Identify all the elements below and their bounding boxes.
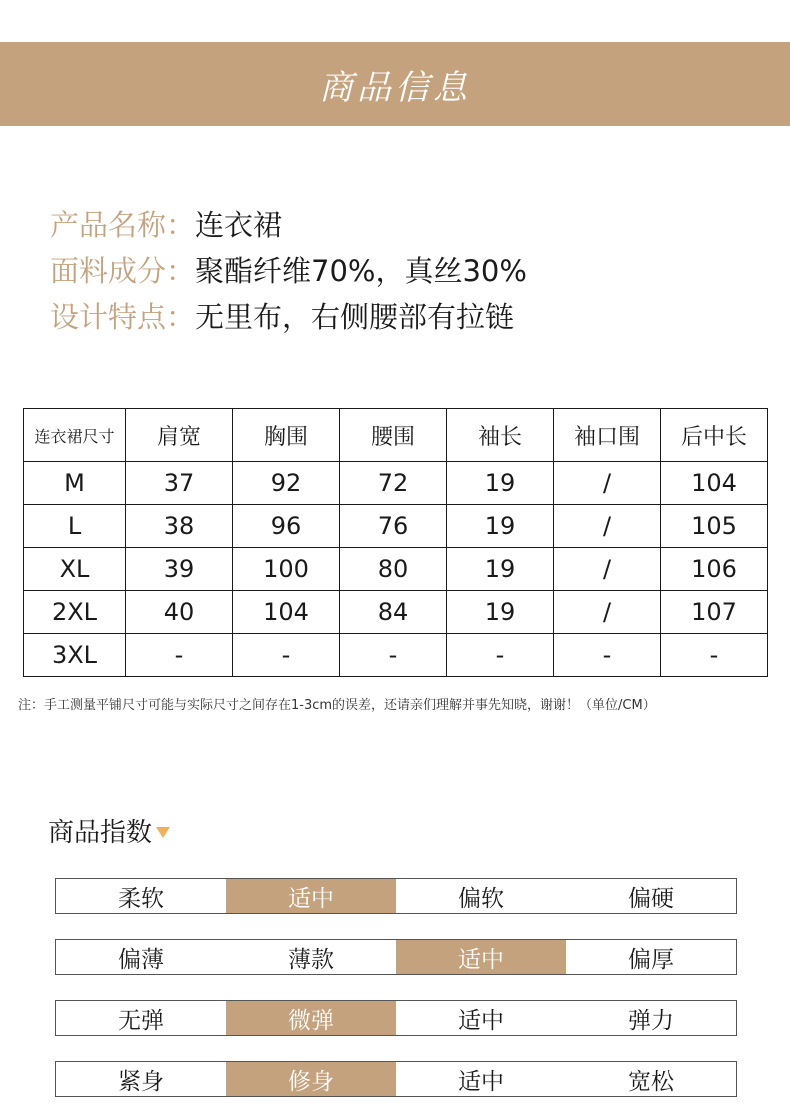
table-cell: L [24, 505, 126, 548]
table-cell: 39 [126, 548, 233, 591]
table-cell: 19 [447, 462, 554, 505]
product-info [50, 200, 527, 338]
table-cell: 105 [661, 505, 768, 548]
table-cell: 76 [340, 505, 447, 548]
table-cell: 38 [126, 505, 233, 548]
index-row-elasticity [55, 1000, 737, 1036]
index-option: 偏厚 [628, 946, 674, 973]
table-row [24, 462, 768, 505]
table-cell: 37 [126, 462, 233, 505]
info-label: 面料成分： [50, 253, 196, 288]
table-cell: / [554, 591, 661, 634]
table-cell: - [554, 634, 661, 677]
index-option: 柔软 [118, 885, 164, 912]
table-header-cell: 袖口围 [554, 409, 661, 462]
table-cell: M [24, 462, 126, 505]
table-header-row [24, 409, 768, 462]
triangle-down-icon [156, 827, 170, 838]
info-row-name [50, 200, 527, 246]
table-cell: 40 [126, 591, 233, 634]
table-cell: 96 [233, 505, 340, 548]
table-cell: 106 [661, 548, 768, 591]
index-option: 薄款 [288, 946, 334, 973]
table-cell: / [554, 548, 661, 591]
table-cell: 2XL [24, 591, 126, 634]
table-row [24, 548, 768, 591]
table-header-cell: 胸围 [233, 409, 340, 462]
table-row [24, 591, 768, 634]
table-header-cell: 肩宽 [126, 409, 233, 462]
table-cell: - [340, 634, 447, 677]
index-row-thickness [55, 939, 737, 975]
page-title: 商品信息 [319, 67, 471, 108]
table-cell: 100 [233, 548, 340, 591]
table-cell: 80 [340, 548, 447, 591]
table-header-cell: 后中长 [661, 409, 768, 462]
index-option: 无弹 [118, 1007, 164, 1034]
size-table [23, 408, 768, 677]
index-title-text: 商品指数 [48, 818, 153, 848]
info-label: 产品名称： [50, 207, 196, 242]
info-value: 连衣裙 [195, 207, 283, 242]
info-value: 聚酯纤维70%，真丝30% [195, 253, 527, 288]
index-option: 偏硬 [628, 885, 674, 912]
index-option: 弹力 [628, 1007, 674, 1034]
index-section-title [48, 812, 170, 849]
table-cell: 19 [447, 505, 554, 548]
table-cell: 3XL [24, 634, 126, 677]
table-cell: / [554, 462, 661, 505]
table-row [24, 505, 768, 548]
index-row-softness [55, 878, 737, 914]
table-cell: - [661, 634, 768, 677]
info-row-fabric [50, 246, 527, 292]
table-cell: 84 [340, 591, 447, 634]
table-cell: 92 [233, 462, 340, 505]
measurement-note: 注：手工测量平铺尺寸可能与实际尺寸之间存在1-3cm的误差，还请亲们理解并事先知晓，谢谢！（单位/CM） [18, 698, 656, 713]
header-banner [0, 42, 790, 126]
table-cell: 107 [661, 591, 768, 634]
table-cell: / [554, 505, 661, 548]
table-header-cell: 连衣裙尺寸 [24, 409, 126, 462]
table-cell: - [126, 634, 233, 677]
table-header-cell: 袖长 [447, 409, 554, 462]
index-option-selected: 适中 [226, 879, 396, 913]
table-row [24, 634, 768, 677]
table-cell: 19 [447, 591, 554, 634]
index-option-selected: 微弹 [226, 1001, 396, 1035]
table-cell: 104 [233, 591, 340, 634]
table-cell: 19 [447, 548, 554, 591]
index-row-fit [55, 1061, 737, 1097]
index-option: 偏软 [458, 885, 504, 912]
info-value: 无里布，右侧腰部有拉链 [195, 299, 515, 334]
table-cell: 72 [340, 462, 447, 505]
info-row-design [50, 292, 527, 338]
index-option: 紧身 [118, 1068, 164, 1095]
table-header-cell: 腰围 [340, 409, 447, 462]
index-option-selected: 适中 [396, 940, 566, 974]
table-cell: 104 [661, 462, 768, 505]
index-option: 适中 [458, 1068, 504, 1095]
index-option-selected: 修身 [226, 1062, 396, 1096]
table-cell: - [447, 634, 554, 677]
info-label: 设计特点： [50, 299, 196, 334]
index-option: 偏薄 [118, 946, 164, 973]
index-option: 宽松 [628, 1068, 674, 1095]
index-option: 适中 [458, 1007, 504, 1034]
table-cell: - [233, 634, 340, 677]
table-cell: XL [24, 548, 126, 591]
